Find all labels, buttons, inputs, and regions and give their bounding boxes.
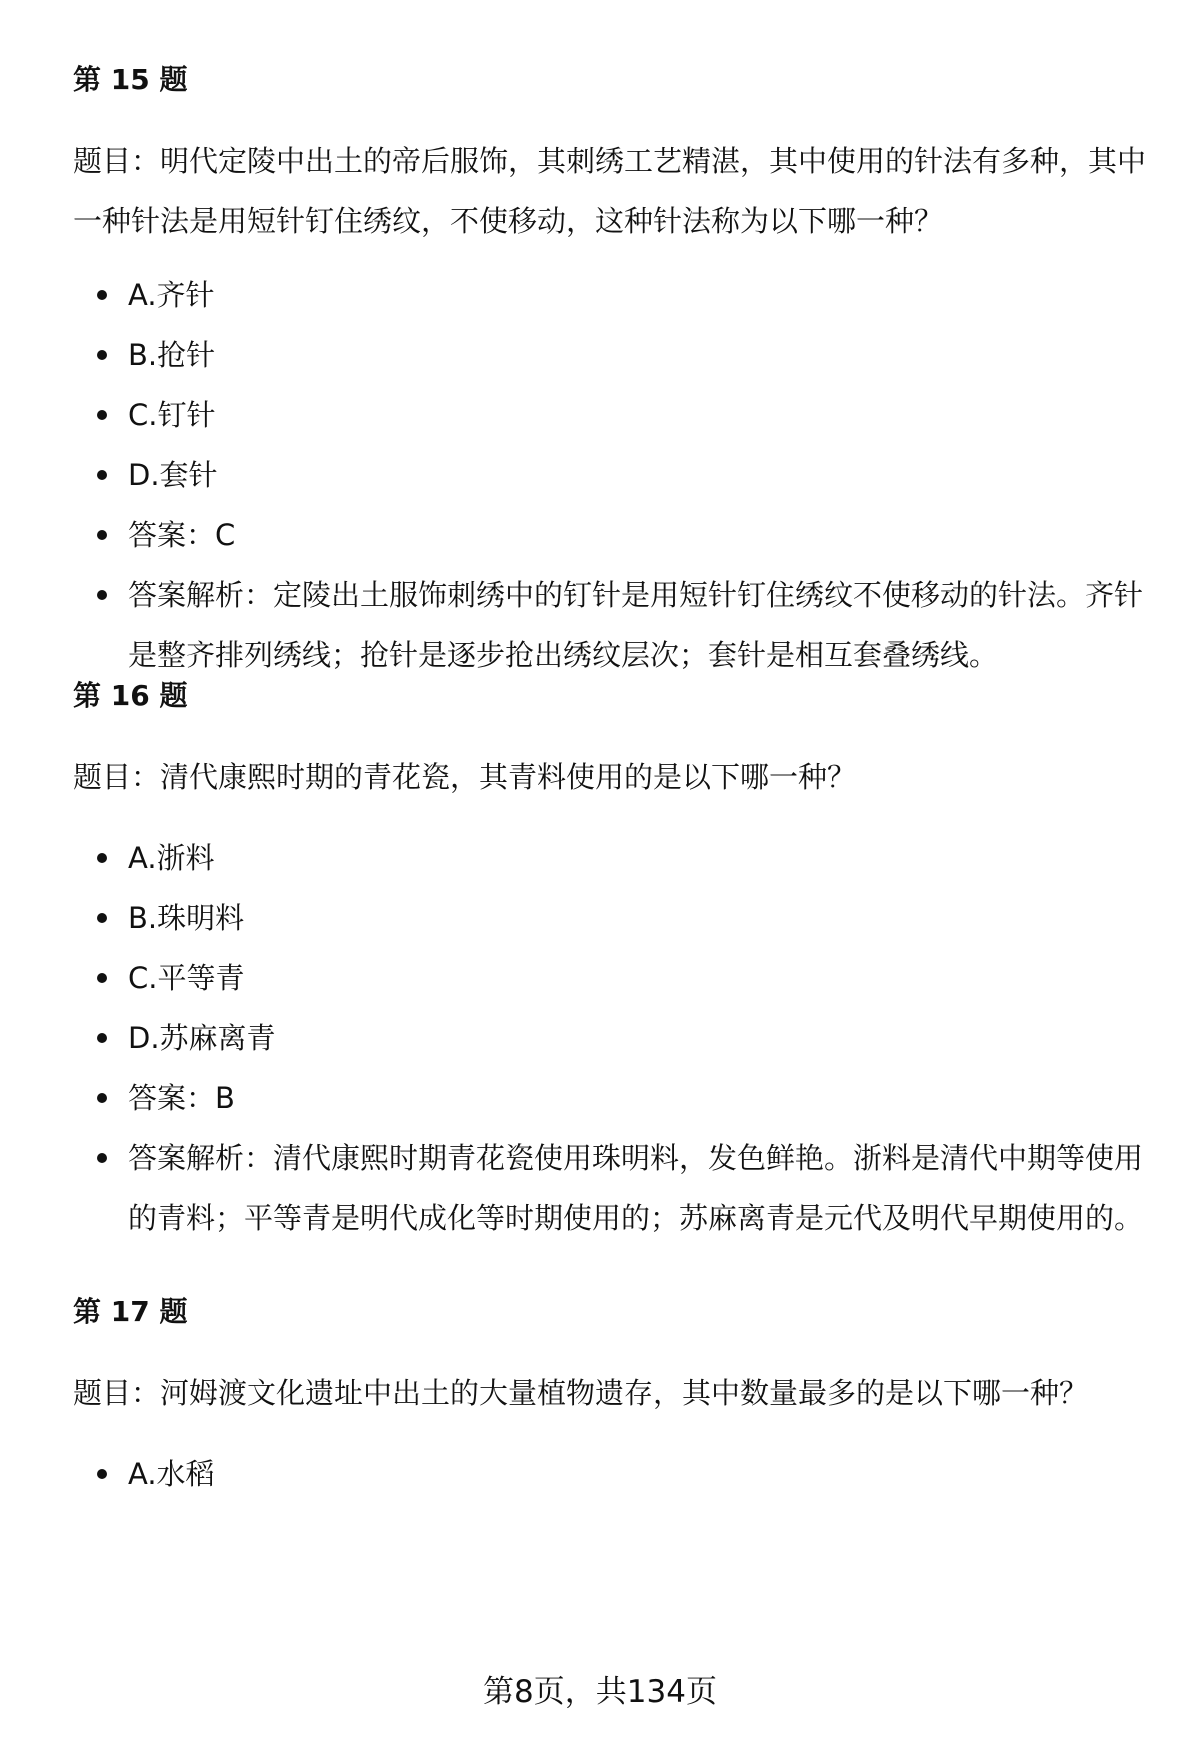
explanation-text: 答案解析：清代康熙时期青花瓷使用珠明料，发色鲜艳。浙料是清代中期等使用的青料；平等青是明代成化等时期使用的；苏麻离青是元代及明代早期使用的。: [128, 1141, 1144, 1235]
option-item: [73, 385, 1153, 445]
option-item: [73, 325, 1153, 385]
option-list: [73, 1444, 1153, 1504]
explanation-item: [73, 565, 1153, 685]
option-text: A.水稻: [128, 1457, 215, 1491]
explanation-text: 答案解析：定陵出土服饰刺绣中的钉针是用短针钉住绣纹不使移动的针法。齐针是整齐排列绣线；抢针是逐步抢出绣纹层次；套针是相互套叠绣线。: [128, 578, 1144, 672]
question-prompt: 题目：清代康熙时期的青花瓷，其青料使用的是以下哪一种？: [73, 760, 857, 794]
option-text: A.浙料: [128, 841, 215, 875]
question-heading: 第 17 题: [73, 1295, 188, 1328]
option-item: [73, 1444, 1153, 1504]
question-prompt: 题目：明代定陵中出土的帝后服饰，其刺绣工艺精湛，其中使用的针法有多种，其中一种针法是用短针钉住绣纹，不使移动，这种针法称为以下哪一种？: [73, 144, 1147, 238]
option-item: [73, 1008, 1153, 1068]
option-text: C.钉针: [128, 398, 216, 432]
option-text: B.珠明料: [128, 901, 245, 935]
bullet-icon: [97, 973, 107, 983]
answer-text: 答案：B: [128, 1081, 235, 1115]
answer-item: [73, 505, 1153, 565]
option-item: [73, 948, 1153, 1008]
answer-text: 答案：C: [128, 518, 236, 552]
option-text: D.套针: [128, 458, 218, 492]
question-heading: 第 15 题: [73, 63, 188, 96]
bullet-icon: [97, 853, 107, 863]
option-item: [73, 828, 1153, 888]
option-item: [73, 445, 1153, 505]
question-prompt: 题目：河姆渡文化遗址中出土的大量植物遗存，其中数量最多的是以下哪一种？: [73, 1376, 1089, 1410]
option-item: [73, 265, 1153, 325]
bullet-icon: [97, 530, 107, 540]
bullet-icon: [97, 913, 107, 923]
answer-item: [73, 1068, 1153, 1128]
option-text: C.平等青: [128, 961, 245, 995]
bullet-icon: [97, 1153, 107, 1163]
bullet-icon: [97, 290, 107, 300]
bullet-icon: [97, 470, 107, 480]
option-list: [73, 828, 1153, 1248]
option-item: [73, 888, 1153, 948]
bullet-icon: [97, 410, 107, 420]
explanation-item: [73, 1128, 1153, 1248]
bullet-icon: [97, 350, 107, 360]
option-text: A.齐针: [128, 278, 215, 312]
option-text: D.苏麻离青: [128, 1021, 276, 1055]
bullet-icon: [97, 1093, 107, 1103]
question-heading: 第 16 题: [73, 679, 188, 712]
bullet-icon: [97, 1033, 107, 1043]
bullet-icon: [97, 590, 107, 600]
bullet-icon: [97, 1469, 107, 1479]
option-text: B.抢针: [128, 338, 216, 372]
option-list: [73, 265, 1153, 685]
page-indicator: 第8页，共134页: [483, 1674, 717, 1710]
